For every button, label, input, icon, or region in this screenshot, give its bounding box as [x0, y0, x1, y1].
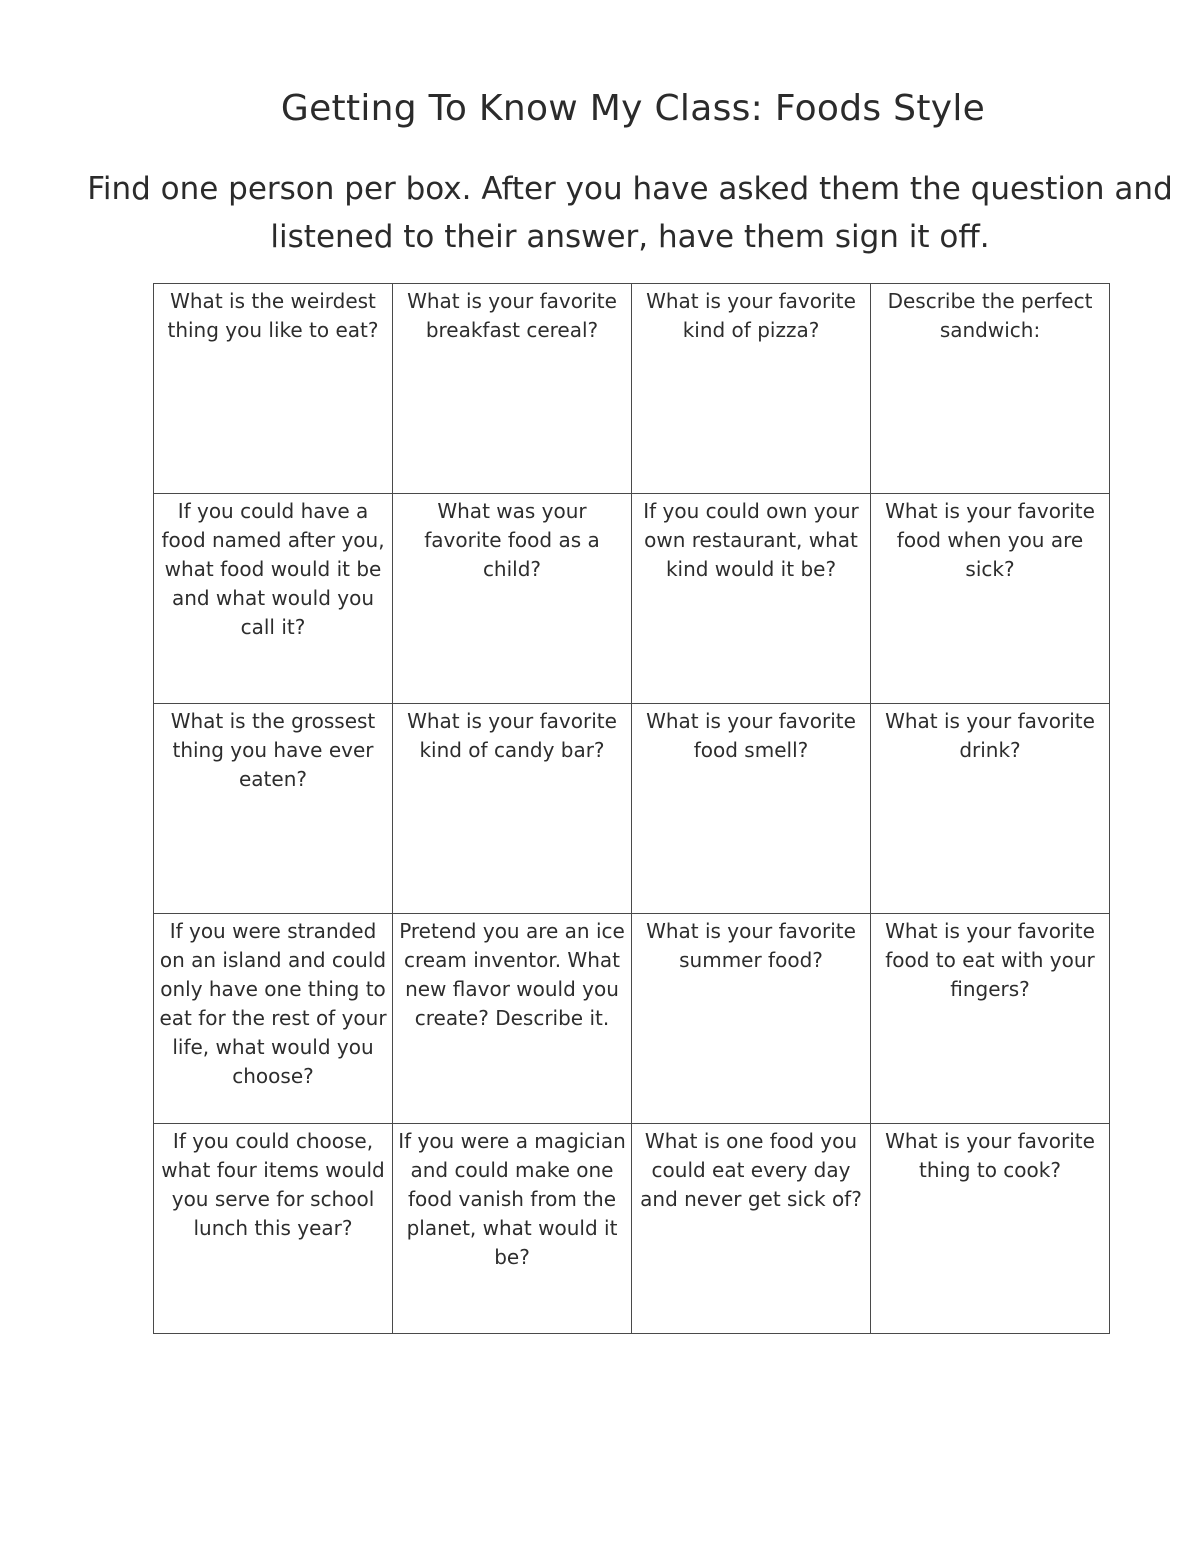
question-box: Pretend you are an ice cream inventor. What new flavor would you create? Describe it. [393, 914, 632, 1124]
question-box: If you could own your own restaurant, what kind would it be? [632, 494, 871, 704]
instructions-line-2: listened to their answer, have them sign it off. [270, 219, 990, 255]
question-box: What is your favorite food when you are sick? [871, 494, 1110, 704]
question-box: What is your favorite kind of pizza? [632, 284, 871, 494]
page-title: Getting To Know My Class: Foods Style [280, 88, 986, 129]
grid-row [154, 284, 1110, 494]
question-box: What is your favorite food smell? [632, 704, 871, 914]
question-box: What was your favorite food as a child? [393, 494, 632, 704]
question-box: If you could choose, what four items would you serve for school lunch this year? [154, 1124, 393, 1334]
question-box: What is the weirdest thing you like to eat? [154, 284, 393, 494]
grid-row [154, 914, 1110, 1124]
question-box: What is your favorite breakfast cereal? [393, 284, 632, 494]
question-box: If you were a magician and could make one food vanish from the planet, what would it be? [393, 1124, 632, 1334]
instructions [60, 165, 1200, 261]
question-box: If you were stranded on an island and could only have one thing to eat for the rest of your life, what would you choose? [154, 914, 393, 1124]
grid-row [154, 704, 1110, 914]
question-box: What is your favorite food to eat with your fingers? [871, 914, 1110, 1124]
question-box: Describe the perfect sandwich: [871, 284, 1110, 494]
question-box: What is one food you could eat every day and never get sick of? [632, 1124, 871, 1334]
question-box: What is your favorite drink? [871, 704, 1110, 914]
instructions-line-1: Find one person per box. After you have asked them the question and [87, 171, 1173, 207]
grid-row [154, 494, 1110, 704]
question-box: If you could have a food named after you, what food would it be and what would you call it? [154, 494, 393, 704]
grid-row [154, 1124, 1110, 1334]
question-grid [153, 283, 1110, 1334]
question-box: What is your favorite kind of candy bar? [393, 704, 632, 914]
question-box: What is your favorite thing to cook? [871, 1124, 1110, 1334]
question-box: What is your favorite summer food? [632, 914, 871, 1124]
question-box: What is the grossest thing you have ever eaten? [154, 704, 393, 914]
